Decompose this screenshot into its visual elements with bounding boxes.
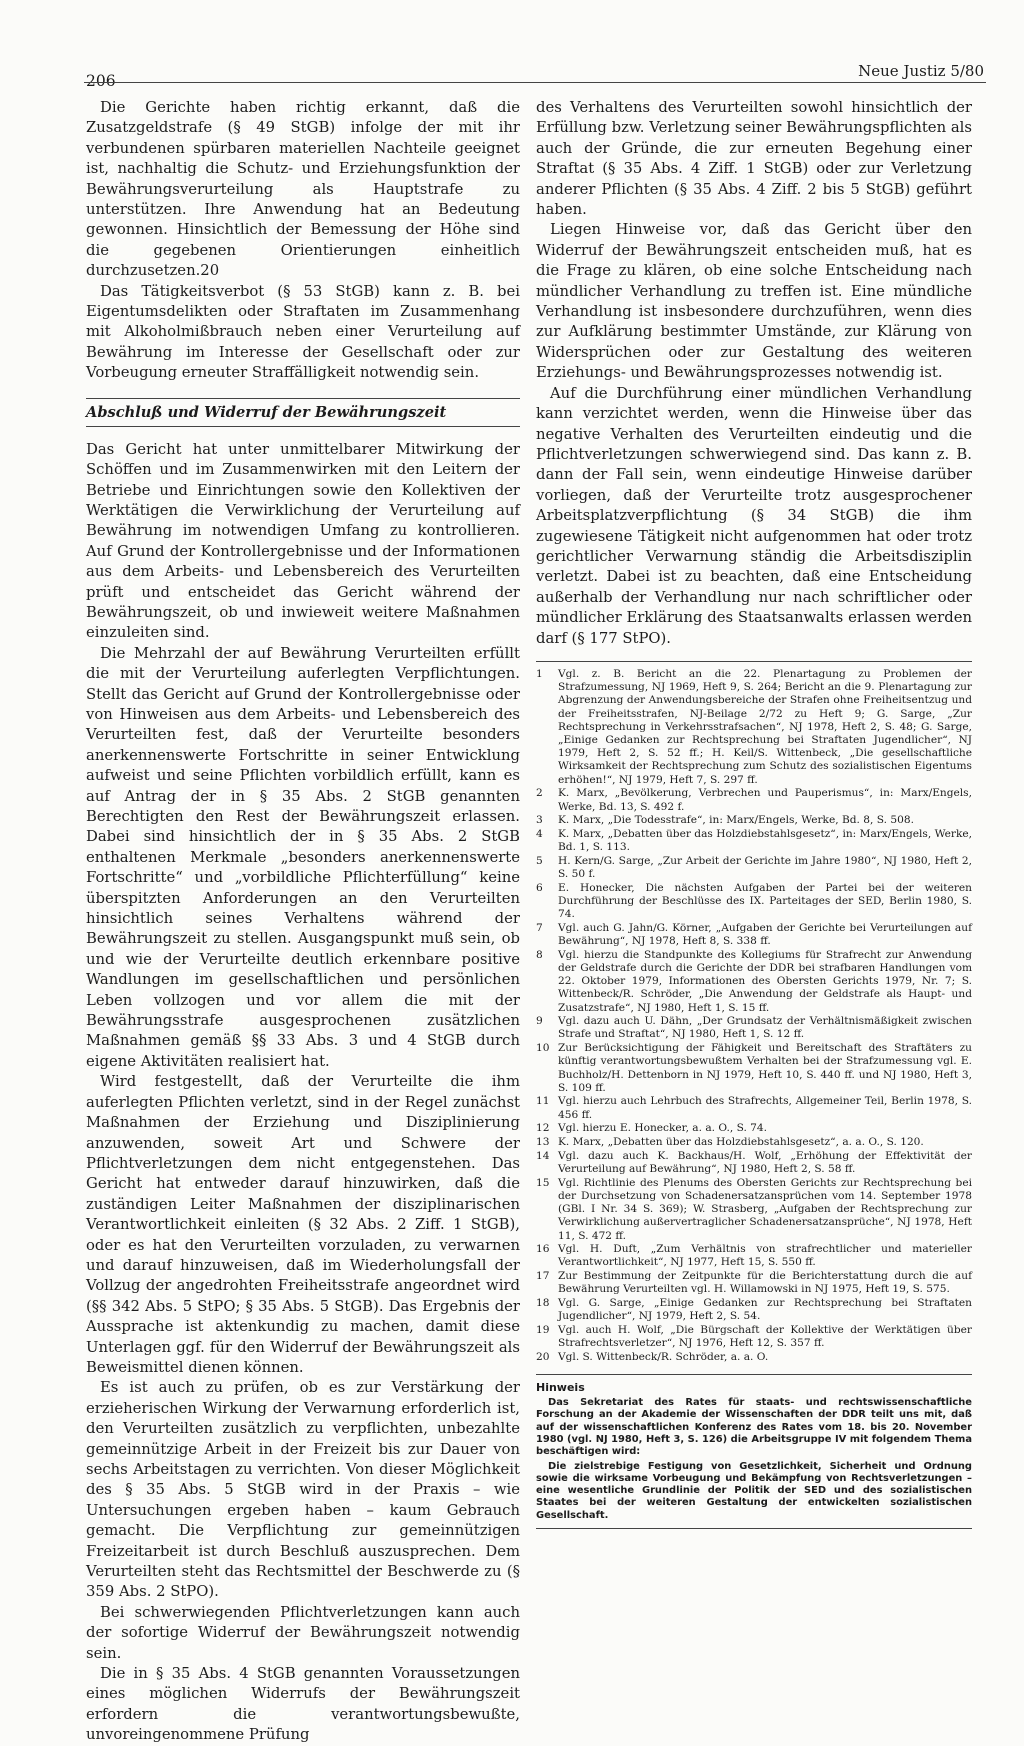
- footnote-item: [536, 1324, 972, 1350]
- footnote-number: 14: [536, 1149, 550, 1162]
- footnote-number: 13: [536, 1136, 550, 1149]
- footnote-number: 6: [536, 881, 543, 894]
- footnote-number: 18: [536, 1297, 550, 1310]
- hint-bottom-rule: [536, 1528, 972, 1529]
- hint-rule: [536, 1374, 972, 1375]
- footnote-text: Vgl. dazu auch U. Dähn, „Der Grundsatz der Verhältnismäßigkeit zwischen Strafe und Straftat“, NJ 1980, Heft 1, S. 12 ff.: [558, 1015, 972, 1041]
- footnote-text: K. Marx, „Bevölkerung, Verbrechen und Pauperismus“, in: Marx/Engels, Werke, Bd. 13, S. 492 f.: [558, 787, 972, 813]
- footnote-text: Vgl. dazu auch K. Backhaus/H. Wolf, „Erhöhung der Effektivität der Verurteilung auf Bewährung“, NJ 1980, Heft 2, S. 58 ff.: [558, 1149, 972, 1175]
- footnote-item: [536, 814, 972, 827]
- footnote-text: Vgl. H. Duft, „Zum Verhältnis von strafrechtlicher und materieller Verantwortlichkeit“, NJ 1977, Heft 15, S. 550 ff.: [558, 1243, 972, 1269]
- paragraph: Auf die Durchführung einer mündlichen Verhandlung kann verzichtet werden, wenn die Hinweise über das negative Verhalten des Verurteilten eindeutig und die Pflichtverletzungen schwerwiegend sind. Das kann z. B. dann der Fall sein, wenn eindeutige Hinweise darüber vorliegen, daß der Verurteilte trotz ausgesprochener Arbeitsplatzverpflichtung (§ 34 StGB) die ihm zugewiesene Tätigkeit nicht aufgenommen hat oder trotz gerichtlicher Verwarnung ständig die Arbeitsdisziplin verletzt. Dabei ist zu beachten, daß eine Entscheidung außerhalb der Verhandlung nur nach schriftlicher oder mündlicher Erklärung des Staatsanwalts erlassen werden darf (§ 177 StPO).: [536, 384, 972, 647]
- footnote-number: 1: [536, 667, 543, 680]
- footnote-number: 15: [536, 1176, 550, 1189]
- paragraph: Das Gericht hat unter unmittelbarer Mitwirkung der Schöffen und im Zusammenwirken mit den Leitern der Betriebe und Einrichtungen sowie den Kollektiven der Werktätigen die Verwirklichung der Verurteilung auf Bewährung im notwendigen Umfang zu kontrollieren. Auf Grund der Kontrollergebnisse und der Informationen aus dem Arbeits- und Lebensbereich des Verurteilten prüft und entscheidet das Gericht während der Bewährungszeit, ob und inwieweit weitere Maßnahmen einzuleiten sind.: [86, 440, 520, 642]
- right-column: [536, 98, 972, 1529]
- paragraph: Das Tätigkeitsverbot (§ 53 StGB) kann z. B. bei Eigentumsdelikten oder Straftaten im Zusammenhang mit Alkoholmißbrauch neben einer Verurteilung auf Bewährung im Interesse der Gesellschaft oder zur Vorbeugung erneuter Straffälligkeit notwendig sein.: [86, 282, 520, 382]
- footnote-item: [536, 1351, 972, 1364]
- footnote-text: E. Honecker, Die nächsten Aufgaben der Partei bei der weiteren Durchführung der Beschlüsse des IX. Parteitages der SED, Berlin 1980, S. 74.: [558, 881, 972, 921]
- footnote-item: [536, 828, 972, 854]
- footnote-item: [536, 1270, 972, 1296]
- footnote-list: [536, 668, 972, 1364]
- footnote-text: Vgl. S. Wittenbeck/R. Schröder, a. a. O.: [558, 1350, 769, 1363]
- footnote-item: [536, 1095, 972, 1121]
- footnote-item: [536, 1177, 972, 1243]
- footnote-item: [536, 1136, 972, 1149]
- footnote-number: 8: [536, 948, 543, 961]
- footnote-item: [536, 1015, 972, 1041]
- section-heading-box: [86, 398, 520, 427]
- paragraph: Die in § 35 Abs. 4 StGB genannten Voraussetzungen eines möglichen Widerrufs der Bewährungszeit erfordern die verantwortungsbewußte, unvoreingenommene Prüfung: [86, 1665, 520, 1744]
- journal-title: Neue Justiz 5/80: [858, 62, 984, 80]
- footnote-rule: [536, 661, 972, 662]
- footnote-number: 10: [536, 1042, 550, 1055]
- footnote-number: 7: [536, 921, 543, 934]
- footnote-text: Zur Bestimmung der Zeitpunkte für die Berichterstattung durch die auf Bewährung Verurteilten vgl. H. Willamowski in NJ 1975, Heft 19, S. 575.: [558, 1270, 972, 1296]
- footnote-text: Vgl. auch H. Wolf, „Die Bürgschaft der Kollektive der Werktätigen über Strafrechtsverletzer“, NJ 1976, Heft 12, S. 357 ff.: [558, 1323, 972, 1350]
- footnote-text: Vgl. G. Sarge, „Einige Gedanken zur Rechtsprechung bei Straftaten Jugendlicher“, NJ 1979, Heft 2, S. 54.: [558, 1297, 972, 1323]
- footnote-text: K. Marx, „Debatten über das Holzdiebstahlsgesetz“, in: Marx/Engels, Werke, Bd. 1, S. 113.: [558, 827, 972, 854]
- paragraph: Bei schwerwiegenden Pflichtverletzungen kann auch der sofortige Widerruf der Bewährungszeit notwendig sein.: [86, 1603, 520, 1662]
- paragraph: Die Gerichte haben richtig erkannt, daß die Zusatzgeldstrafe (§ 49 StGB) infolge der mit ihr verbundenen spürbaren materiellen Nachteile geeignet ist, nachhaltig die Schutz- und Erziehungsfunktion der Bewährungsverurteilung als Hauptstrafe zu unterstützen. Ihre Anwendung hat an Bedeutung gewonnen. Hinsichtlich der Bemessung der Höhe sind die gegebenen Orientierungen einheitlich durchzusetzen.20: [86, 99, 520, 280]
- footnote-text: Vgl. hierzu E. Honecker, a. a. O., S. 74.: [558, 1122, 768, 1135]
- paragraph: Wird festgestellt, daß der Verurteilte die ihm auferlegten Pflichten verletzt, sind in der Regel zunächst Maßnahmen der Erziehung und Disziplinierung anzuwenden, soweit Art und Schwere der Pflichtverletzungen dem nicht entgegenstehen. Das Gericht hat entweder darauf hinzuwirken, daß die zuständigen Leiter Maßnahmen der disziplinarischen Verantwortlichkeit einleiten (§ 32 Abs. 2 Ziff. 1 StGB), oder es hat den Verurteilten vorzuladen, zu verwarnen und darauf hinzuweisen, daß im Wiederholungsfall der Vollzug der angedrohten Freiheitsstrafe angeordnet wird (§§ 342 Abs. 5 StPO; § 35 Abs. 5 StGB). Das Ergebnis der Aussprache ist aktenkundig zu machen, damit diese Unterlagen ggf. für den Widerruf der Bewährungszeit als Beweismittel dienen können.: [86, 1073, 520, 1376]
- footnote-number: 17: [536, 1270, 550, 1283]
- footnote-number: 20: [536, 1350, 550, 1363]
- paragraph: Liegen Hinweise vor, daß das Gericht über den Widerruf der Bewährungszeit entscheiden muß, hat es die Frage zu klären, ob eine solche Entscheidung nach mündlicher Verhandlung zu treffen ist. Eine mündliche Verhandlung ist insbesondere durchzuführen, wenn dies zur Aufklärung bestimmter Umstände, zur Klärung von Widersprüchen oder zur Gestaltung des weiteren Erziehungs- und Bewährungsprozesses notwendig ist.: [536, 221, 972, 382]
- footnote-item: [536, 1042, 972, 1095]
- footnote-text: Vgl. z. B. Bericht an die 22. Plenartagung zu Problemen der Strafzumessung, NJ 1969, Heft 9, S. 264; Bericht an die 9. Plenartagung zur Abgrenzung der Anwendungsbereiche der Strafen ohne Freiheitsentzug und der Freiheitsstrafen, NJ-Beilage 2/72 zu Heft 9; G. Sarge, „Zur Rechtsprechung in Verkehrsstrafsachen“, NJ 1978, Heft 2, S. 48; G. Sarge, „Einige Gedanken zur Rechtsprechung bei Straftaten Jugendlicher“, NJ 1979, Heft 2, S. 52 ff.; H. Keil/S. Wittenbeck, „Die gesellschaftliche Wirksamkeit der Rechtsprechung zum Schutz des sozialistischen Eigentums erhöhen!“, NJ 1979, Heft 7, S. 297 ff.: [558, 667, 972, 786]
- hint-paragraph: Das Sekretariat des Rates für staats- und rechtswissenschaftliche Forschung an der Akademie der Wissenschaften der DDR teilt uns mit, daß auf der wissenschaftlichen Konferenz des Rates vom 18. bis 20. November 1980 (vgl. NJ 1980, Heft 3, S. 126) die Arbeitsgruppe IV mit folgendem Thema beschäftigen wird:: [536, 1397, 972, 1458]
- footnote-text: Zur Berücksichtigung der Fähigkeit und Bereitschaft des Straftäters zu künftig verantwortungsbewußtem Verhalten bei der Strafzumessung vgl. E. Buchholz/H. Dettenborn in NJ 1979, Heft 10, S. 440 ff. und NJ 1980, Heft 3, S. 109 ff.: [558, 1042, 972, 1094]
- footnote-number: 9: [536, 1015, 543, 1028]
- footnote-text: H. Kern/G. Sarge, „Zur Arbeit der Gerichte im Jahre 1980“, NJ 1980, Heft 2, S. 50 f.: [558, 854, 972, 881]
- footnote-number: 3: [536, 814, 543, 827]
- footnote-item: [536, 882, 972, 922]
- footnote-item: [536, 1122, 972, 1135]
- footnote-item: [536, 1297, 972, 1323]
- footnote-item: [536, 787, 972, 813]
- footnote-number: 19: [536, 1323, 550, 1336]
- paragraph: Die Mehrzahl der auf Bewährung Verurteilten erfüllt die mit der Verurteilung auferlegten Verpflichtungen. Stellt das Gericht auf Grund der Kontrollergebnisse oder von Hinweisen aus dem Arbeits- und Lebensbereich des Verurteilten fest, daß der Verurteilte besonders anerkennenswerte Fortschritte in seiner Entwicklung aufweist und seine Pflichten vorbildlich erfüllt, kann es auf Antrag der in § 35 Abs. 2 StGB genannten Berechtigten den Rest der Bewährungszeit erlassen. Dabei sind hinsichtlich der in § 35 Abs. 2 StGB enthaltenen Merkmale „besonders anerkennenswerte Fortschritte“ und „vorbildliche Pflichterfüllung“ keine überspitzten Anforderungen an den Verurteilten hinsichtlich seines Verhaltens während der Bewährungszeit zu stellen. Ausgangspunkt muß sein, ob und wie der Verurteilte deutlich erkennbare positive Wandlungen im gesellschaftlichen und persönlichen Leben vollzogen und vor allem die mit der Bewährungsstrafe ausgesprochenen zusätzlichen Maßnahmen gemäß §§ 33 Abs. 3 und 4 StGB durch eigene Aktivitäten realisiert hat.: [86, 644, 520, 1070]
- footnote-text: Vgl. auch G. Jahn/G. Körner, „Aufgaben der Gerichte bei Verurteilungen auf Bewährung“, NJ 1978, Heft 8, S. 338 ff.: [558, 921, 972, 948]
- footnote-item: [536, 949, 972, 1015]
- hint-paragraph: Die zielstrebige Festigung von Gesetzlichkeit, Sicherheit und Ordnung sowie die wirksame Vorbeugung und Bekämpfung von Rechtsverletzungen – eine wesentliche Grundlinie der Politik der SED und des sozialistischen Staates bei der weiteren Gestaltung der entwickelten sozialistischen Gesellschaft.: [536, 1460, 972, 1521]
- footnote-number: 12: [536, 1122, 550, 1135]
- footnote-number: 11: [536, 1095, 550, 1108]
- left-column: [86, 98, 520, 1746]
- footnote-item: [536, 855, 972, 881]
- footnote-number: 16: [536, 1243, 550, 1256]
- footnote-item: [536, 1150, 972, 1176]
- hint-title: Hinweis: [536, 1381, 585, 1395]
- footnote-item: [536, 668, 972, 787]
- footnote-item: [536, 922, 972, 948]
- hint-box: [536, 1381, 972, 1522]
- footnote-number: 5: [536, 854, 543, 867]
- header-rule: [84, 82, 986, 83]
- footnote-number: 4: [536, 827, 543, 840]
- footnote-text: Vgl. hierzu auch Lehrbuch des Strafrechts, Allgemeiner Teil, Berlin 1978, S. 456 ff.: [558, 1095, 972, 1121]
- footnote-text: K. Marx, „Die Todesstrafe“, in: Marx/Engels, Werke, Bd. 8, S. 508.: [558, 814, 914, 827]
- page-number: 206: [86, 72, 116, 90]
- paragraph: Es ist auch zu prüfen, ob es zur Verstärkung der erzieherischen Wirkung der Verwarnung erforderlich ist, den Verurteilten zusätzlich zu verpflichten, unbezahlte gemeinnützige Arbeit in der Freizeit bis zur Dauer von sechs Arbeitstagen zu verrichten. Von dieser Möglichkeit des § 35 Abs. 5 StGB wird in der Praxis – wie Untersuchungen ergeben haben – kaum Gebrauch gemacht. Die Verpflichtung zur gemeinnützigen Freizeitarbeit ist durch Beschluß auszusprechen. Dem Verurteilten steht das Rechtsmittel der Beschwerde zu (§ 359 Abs. 2 StPO).: [86, 1379, 520, 1601]
- footnote-text: K. Marx, „Debatten über das Holzdiebstahlsgesetz“, a. a. O., S. 120.: [558, 1136, 924, 1149]
- footnote-text: Vgl. hierzu die Standpunkte des Kollegiums für Strafrecht zur Anwendung der Geldstrafe durch die Gerichte der DDR bei strafbaren Handlungen vom 22. Oktober 1979, Informationen des Obersten Gerichts 1979, Nr. 7; S. Wittenbeck/R. Schröder, „Die Anwendung der Geldstrafe als Haupt- und Zusatzstrafe“, NJ 1980, Heft 1, S. 15 ff.: [558, 948, 972, 1014]
- footnote-text: Vgl. Richtlinie des Plenums des Obersten Gerichts zur Rechtsprechung bei der Durchsetzung von Schadenersatzansprüchen vom 14. September 1978 (GBl. I Nr. 34 S. 369); W. Strasberg, „Aufgaben der Rechtsprechung zur Verwirklichung außervertraglicher Schadenersatzansprüche“, NJ 1978, Heft 11, S. 472 ff.: [558, 1176, 972, 1242]
- paragraph: des Verhaltens des Verurteilten sowohl hinsichtlich der Erfüllung bzw. Verletzung seiner Bewährungspflichten als auch der Gründe, die zur erneuten Begehung einer Straftat (§ 35 Abs. 4 Ziff. 1 StGB) oder zur Verletzung anderer Pflichten (§ 35 Abs. 4 Ziff. 2 bis 5 StGB) geführt haben.: [536, 99, 972, 219]
- footnote-item: [536, 1243, 972, 1269]
- section-title: Abschluß und Widerruf der Bewährungszeit: [86, 403, 447, 421]
- footnote-number: 2: [536, 787, 543, 800]
